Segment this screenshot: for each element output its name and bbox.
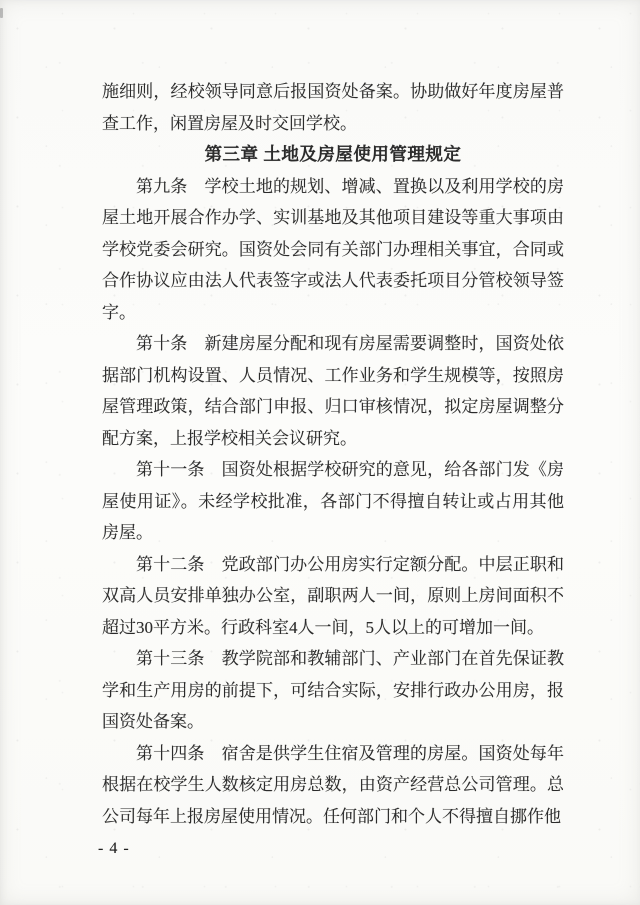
scan-artifact-mark: [0, 8, 3, 18]
continuation-paragraph: 施细则，经校领导同意后报国资处备案。协助做好年度房屋普查工作，闲置房屋及时交回学校。: [102, 82, 564, 133]
chapter-heading: 第三章 土地及房屋使用管理规定: [204, 144, 462, 164]
article-paragraph-12: 第十二条 党政部门办公用房实行定额分配。中层正职和双高人员安排单独办公室，副职两人一间，原则上房间面积不超过30平方米。行政科室4人一间，5人以上的可增加一间。: [102, 554, 564, 637]
article-paragraph-14: 第十四条 宿舍是供学生住宿及管理的房屋。国资处每年根据在校学生人数核定用房总数，由资产经营总公司管理。总公司每年上报房屋使用情况。任何部门和个人不得擅自挪作他: [102, 743, 564, 826]
document-body: [102, 76, 564, 832]
page-number: - 4 -: [98, 840, 130, 857]
article-paragraph-11: 第十一条 国资处根据学校研究的意见，给各部门发《房屋使用证》。未经学校批准，各部门不得擅自转让或占用其他房屋。: [102, 460, 564, 542]
article-paragraph-10: 第十条 新建房屋分配和现有房屋需要调整时，国资处依据部门机构设置、人员情况、工作业务和学生规模等，按照房屋管理政策，结合部门申报、归口审核情况，拟定房屋调整分配方案，上报学校相关会议研究。: [102, 334, 564, 448]
article-paragraph-9: 第九条 学校土地的规划、增减、置换以及利用学校的房屋土地开展合作办学、实训基地及其他项目建设等重大事项由学校党委会研究。国资处会同有关部门办理相关事宜，合同或合作协议应由法人代表签字或法人代表委托项目分管校领导签字。: [102, 176, 564, 322]
article-paragraph-13: 第十三条 教学院部和教辅部门、产业部门在首先保证教学和生产用房的前提下，可结合实际，安排行政办公用房，报国资处备案。: [102, 649, 564, 731]
